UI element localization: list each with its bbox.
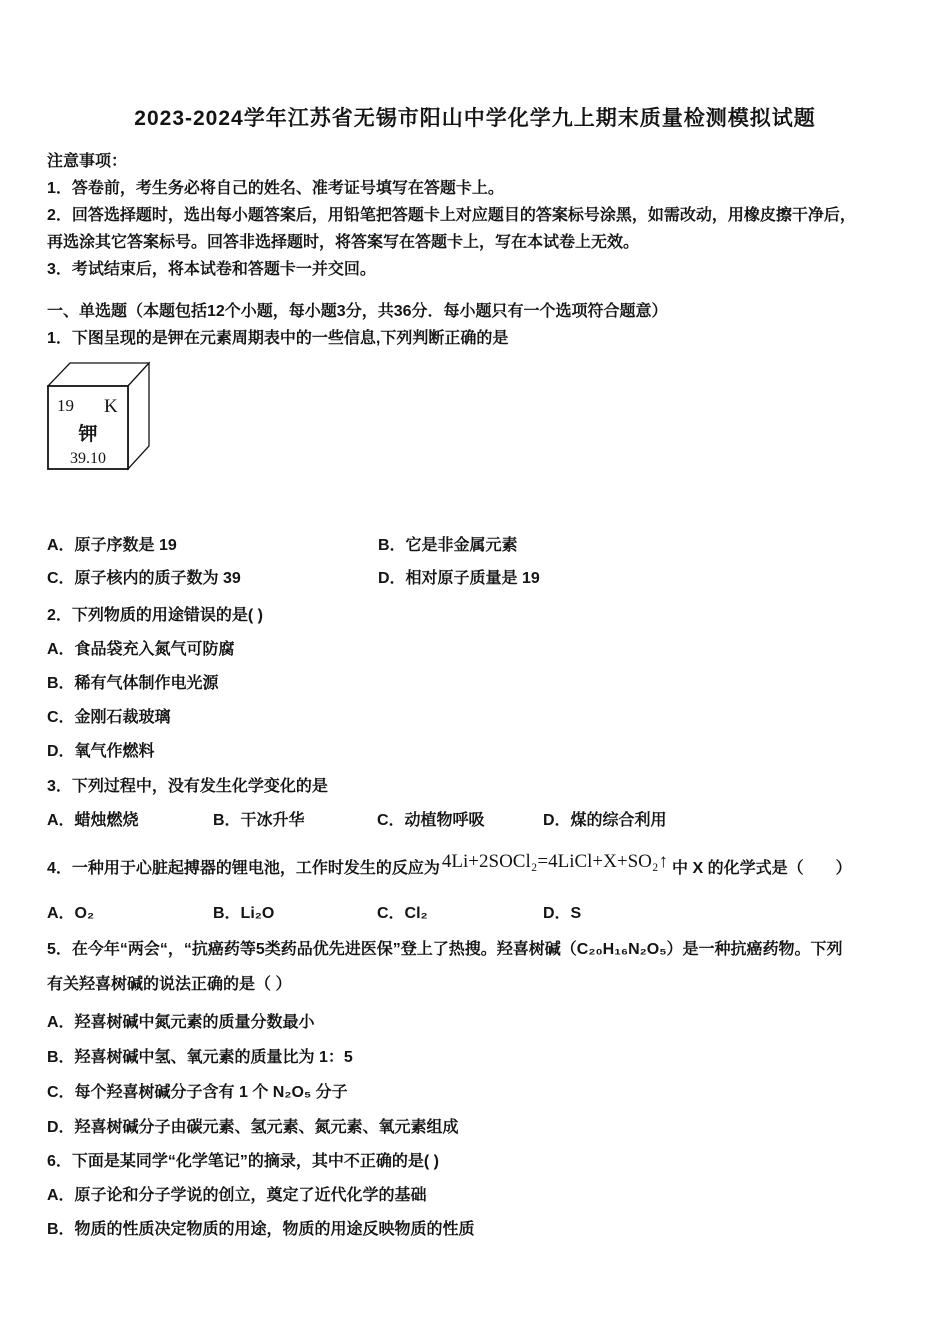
section-heading: 一、单选题（本题包括12个小题，每小题3分，共36分．每小题只有一个选项符合题意） — [47, 303, 668, 320]
notice-heading: 注意事项： — [47, 153, 128, 170]
q4-chemical-equation: 4Li+2SOCl₂=4LiCl+X+SO₂↑ — [441, 851, 668, 872]
q1-option-a: A．原子序数是 19 — [47, 537, 177, 554]
notice-line-2b: 再选涂其它答案标号。回答非选择题时，将答案写在答题卡上，写在本试卷上无效。 — [47, 234, 640, 251]
q3-option-d: D．煤的综合利用 — [543, 812, 667, 829]
exam-title: 2023-2024学年江苏省无锡市阳山中学化学九上期末质量检测模拟试题 — [134, 107, 816, 130]
notice-line-3: 3．考试结束后，将本试卷和答题卡一并交回。 — [47, 261, 376, 278]
question-6-stem: 6．下面是某同学“化学笔记”的摘录，其中不正确的是( ) — [47, 1153, 440, 1170]
notice-line-1: 1．答卷前，考生务必将自己的姓名、准考证号填写在答题卡上。 — [47, 180, 504, 197]
question-5-stem — [47, 932, 903, 1002]
q3-option-b: B．干冰升华 — [213, 812, 305, 829]
q5-option-b: B．羟喜树碱中氢、氧元素的质量比为 1：5 — [47, 1049, 353, 1066]
q5-option-c: C．每个羟喜树碱分子含有 1 个 N₂O₅ 分子 — [47, 1084, 348, 1101]
q2-option-a: A．食品袋充入氮气可防腐 — [47, 641, 235, 658]
element-name: 钾 — [78, 424, 98, 445]
q5-stem-line-1: 5．在今年“两会“，“抗癌药等5类药品优先进医保”登上了热搜。羟喜树碱（C₂₀H₁₆N₂O₅）是一种抗癌药物。下列 — [47, 941, 843, 958]
notice-section — [47, 148, 903, 283]
question-3-stem: 3．下列过程中，没有发生化学变化的是 — [47, 778, 328, 795]
q2-option-b: B．稀有气体制作电光源 — [47, 675, 219, 692]
q1-option-c: C．原子核内的质子数为 39 — [47, 570, 241, 587]
question-4-options — [47, 900, 903, 927]
q5-stem-line-2: 有关羟喜树碱的说法正确的是（ ） — [47, 976, 292, 993]
q5-option-a: A．羟喜树碱中氮元素的质量分数最小 — [47, 1014, 315, 1031]
q2-option-c: C．金刚石裁玻璃 — [47, 709, 171, 726]
q4-option-d: D．S — [543, 905, 582, 922]
element-symbol: K — [104, 396, 118, 417]
q4-option-a: A．O₂ — [47, 905, 95, 922]
question-4-stem — [47, 850, 903, 887]
q6-option-a: A．原子论和分子学说的创立，奠定了近代化学的基础 — [47, 1187, 427, 1204]
q1-option-b: B．它是非金属元素 — [378, 537, 518, 554]
q4-option-b: B．Li₂O — [213, 905, 275, 922]
question-1-options — [47, 532, 903, 592]
question-3-options — [47, 807, 903, 834]
element-relative-mass: 39.10 — [70, 450, 106, 467]
q4-stem-pre: 4．一种用于心脏起搏器的锂电池，工作时发生的反应为 — [47, 860, 440, 877]
q6-option-b: B．物质的性质决定物质的用途，物质的用途反映物质的性质 — [47, 1221, 475, 1238]
question-1-stem: 1．下图呈现的是钾在元素周期表中的一些信息,下列判断正确的是 — [47, 330, 509, 347]
q4-option-c: C．Cl₂ — [377, 905, 428, 922]
q1-option-d: D．相对原子质量是 19 — [378, 570, 540, 587]
element-cell-diagram — [47, 360, 903, 470]
q4-stem-post: 中 X 的化学式是（ ） — [672, 860, 852, 877]
q5-option-d: D．羟喜树碱分子由碳元素、氢元素、氮元素、氧元素组成 — [47, 1119, 459, 1136]
q2-option-d: D．氧气作燃料 — [47, 743, 155, 760]
potassium-element-cube — [47, 360, 159, 472]
q3-option-a: A．蜡烛燃烧 — [47, 812, 139, 829]
q3-option-c: C．动植物呼吸 — [377, 812, 485, 829]
element-atomic-number: 19 — [57, 396, 74, 415]
notice-line-2: 2．回答选择题时，选出每小题答案后，用铅笔把答题卡上对应题目的答案标号涂黑，如需改动，用橡皮擦干净后， — [47, 207, 856, 224]
question-2-stem: 2．下列物质的用途错误的是( ) — [47, 607, 264, 624]
